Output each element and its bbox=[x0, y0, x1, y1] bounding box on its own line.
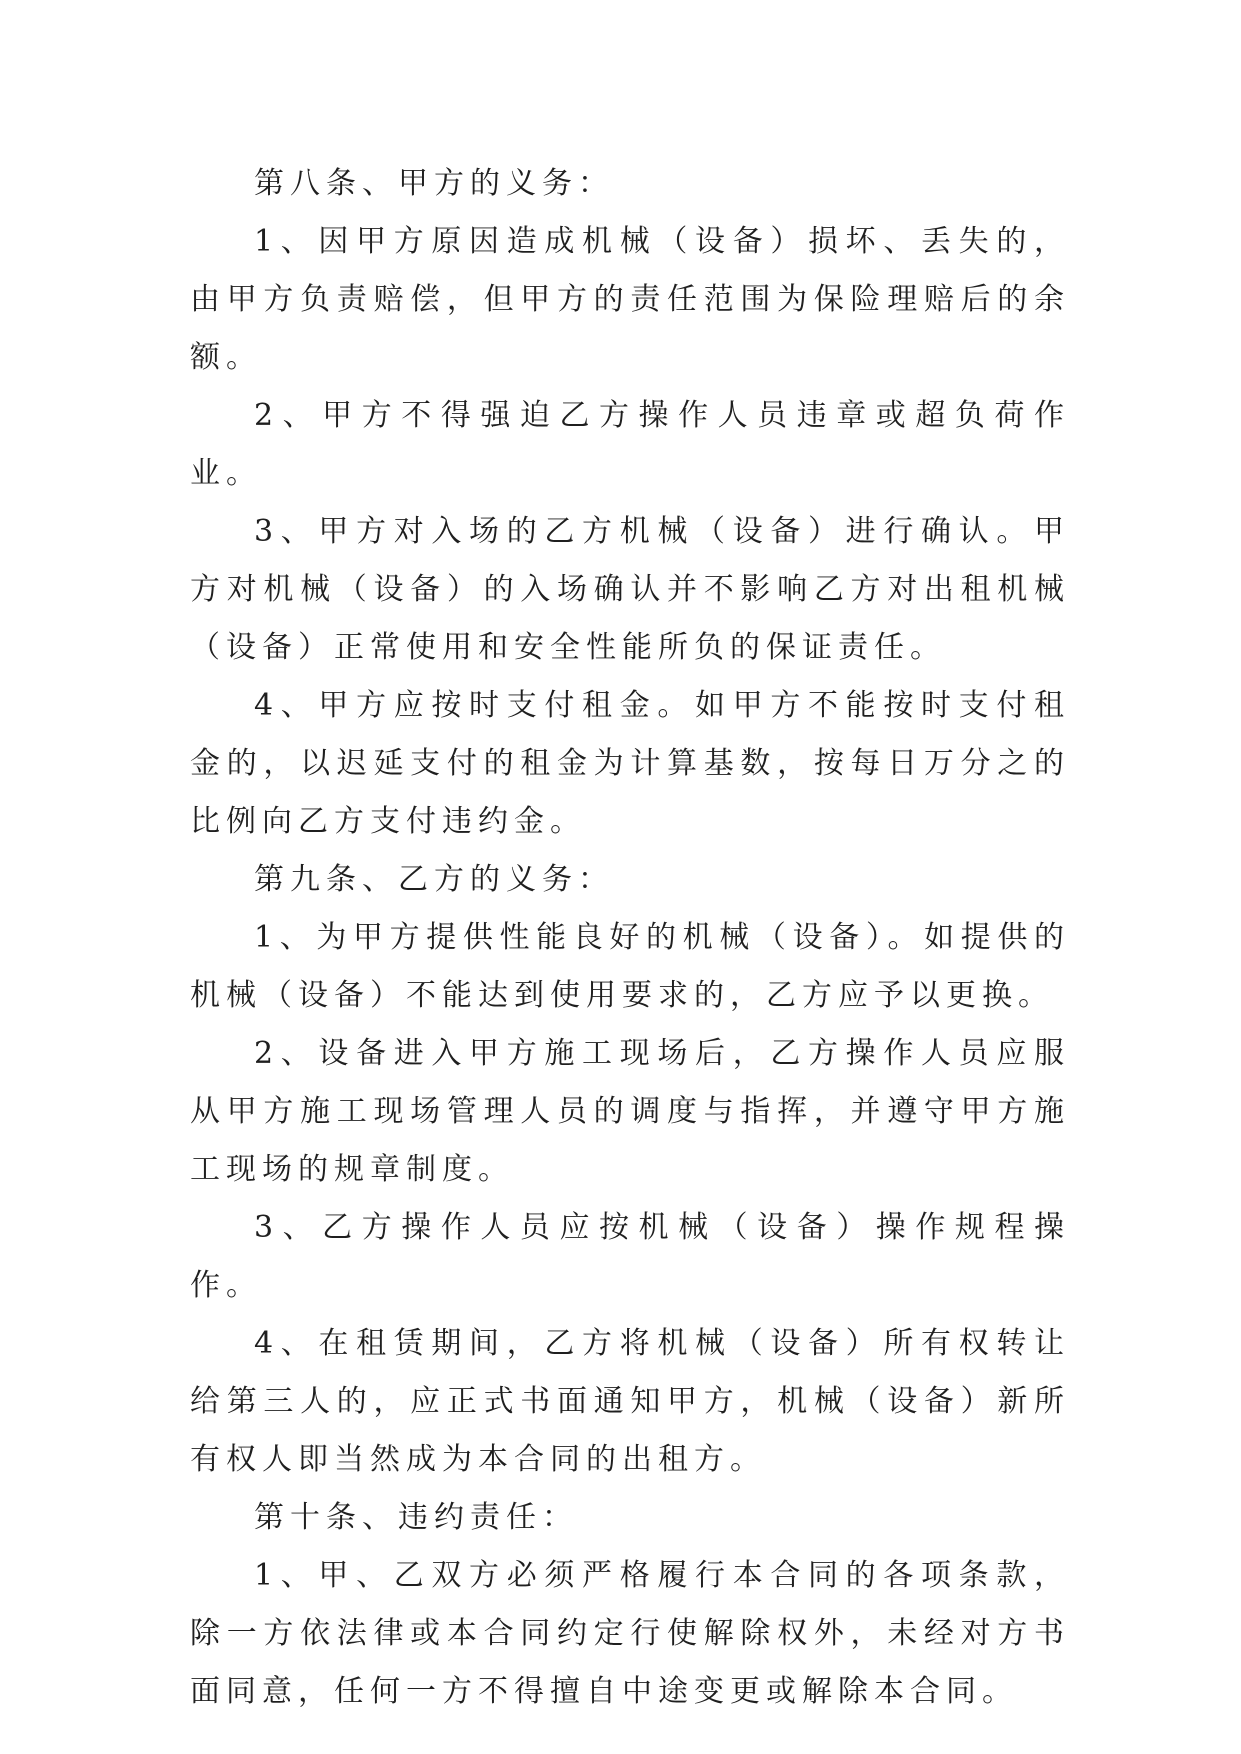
article-8-clause-4: 4、甲方应按时支付租金。如甲方不能按时支付租金的，以迟延支付的租金为计算基数，按每日万分之的比例向乙方支付违约金。 bbox=[190, 688, 1070, 839]
article-9-clause-1: 1、为甲方提供性能良好的机械（设备）。如提供的机械（设备）不能达到使用要求的，乙方应予以更换。 bbox=[190, 920, 1070, 1013]
article-8-clause-3: 3、甲方对入场的乙方机械（设备）进行确认。甲方对机械（设备）的入场确认并不影响乙方对出租机械（设备）正常使用和安全性能所负的保证责任。 bbox=[190, 514, 1070, 665]
article-10-clause-1: 1、甲、乙双方必须严格履行本合同的各项条款，除一方依法律或本合同约定行使解除权外，未经对方书面同意，任何一方不得擅自中途变更或解除本合同。 bbox=[190, 1558, 1070, 1709]
document-page bbox=[190, 155, 1070, 1721]
article-9-clause-3: 3、乙方操作人员应按机械（设备）操作规程操作。 bbox=[190, 1210, 1070, 1303]
article-9-heading: 第九条、乙方的义务： bbox=[254, 862, 614, 897]
article-10-heading: 第十条、违约责任： bbox=[254, 1500, 578, 1535]
article-8-clause-1: 1、因甲方原因造成机械（设备）损坏、丢失的，由甲方负责赔偿，但甲方的责任范围为保险理赔后的余额。 bbox=[190, 224, 1070, 375]
article-8-clause-2: 2、甲方不得强迫乙方操作人员违章或超负荷作业。 bbox=[190, 398, 1070, 491]
article-9-clause-4: 4、在租赁期间，乙方将机械（设备）所有权转让给第三人的，应正式书面通知甲方，机械（设备）新所有权人即当然成为本合同的出租方。 bbox=[190, 1326, 1070, 1477]
article-9-clause-2: 2、设备进入甲方施工现场后，乙方操作人员应服从甲方施工现场管理人员的调度与指挥，并遵守甲方施工现场的规章制度。 bbox=[190, 1036, 1070, 1187]
article-8-heading: 第八条、甲方的义务： bbox=[254, 166, 614, 201]
